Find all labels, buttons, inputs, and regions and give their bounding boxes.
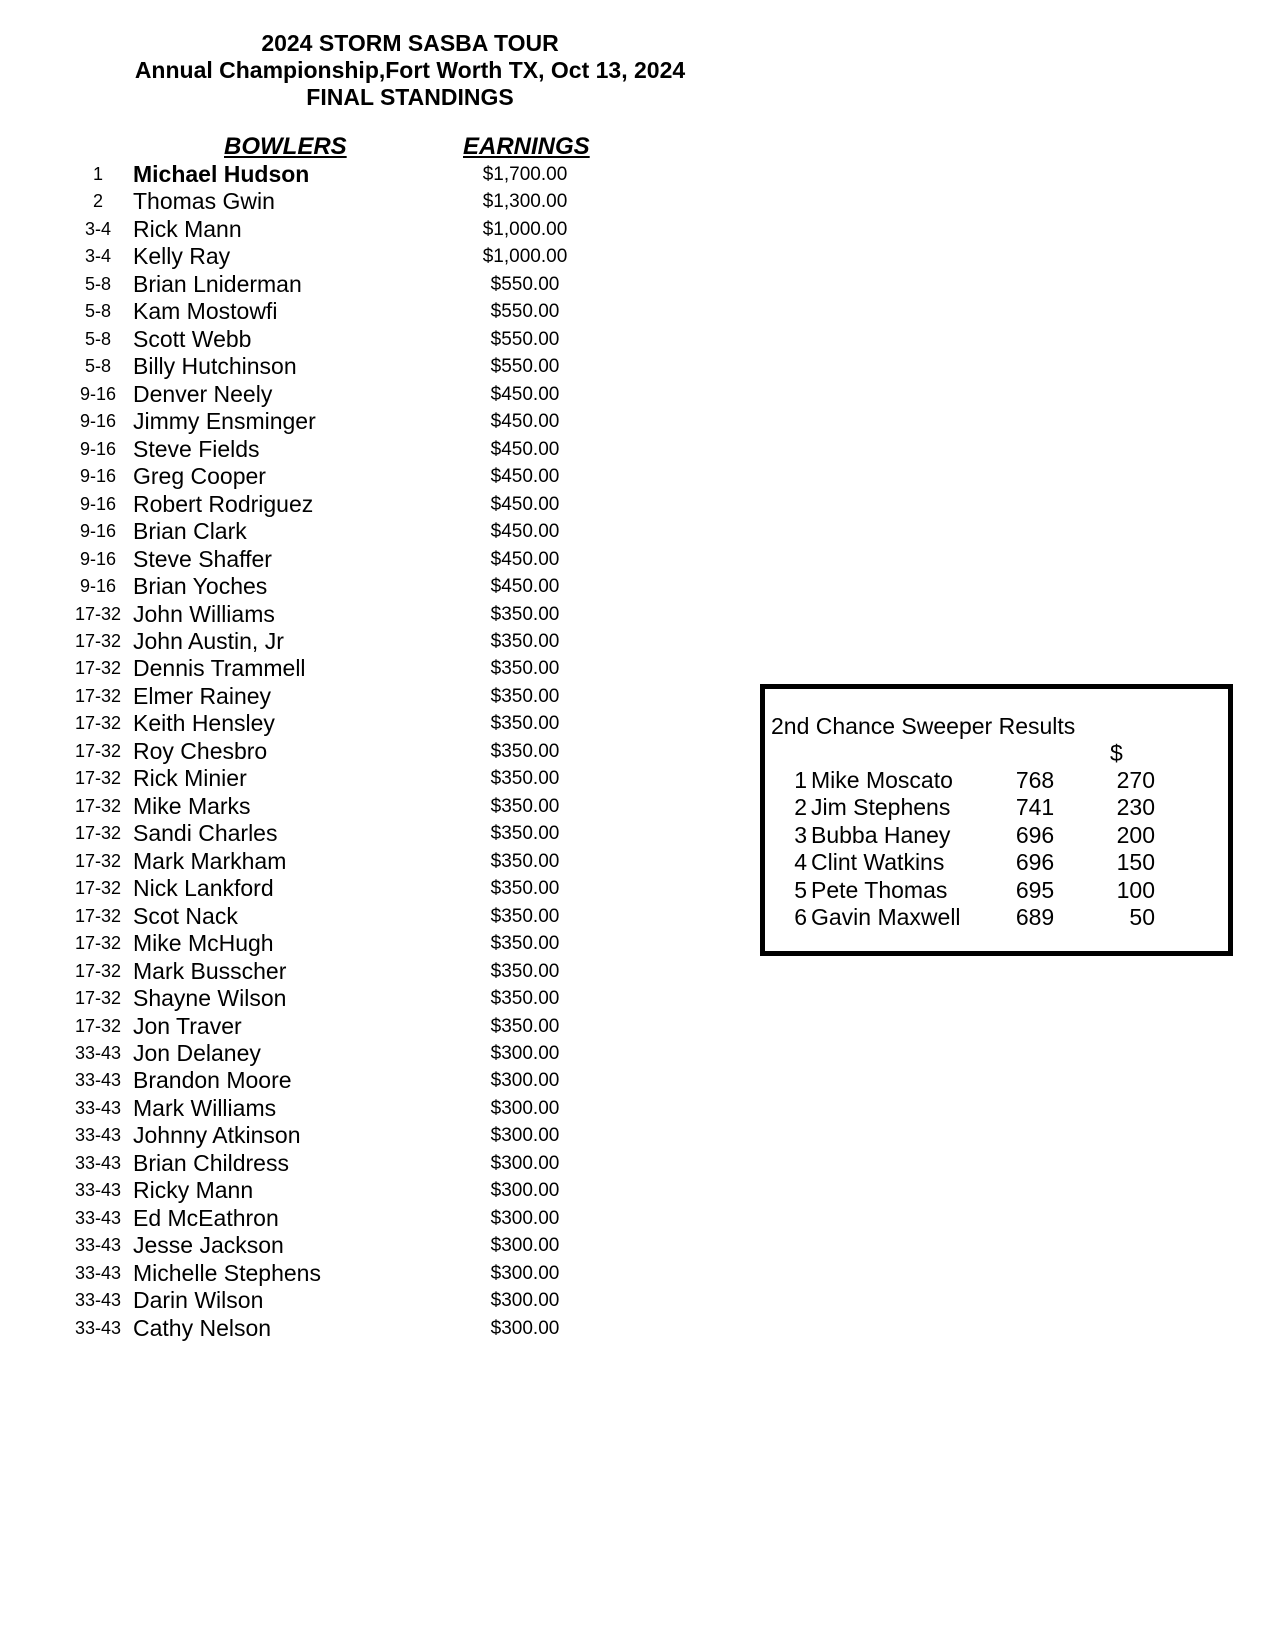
earnings-cell: $350.00 — [490, 905, 560, 927]
standings-title: FINAL STANDINGS — [306, 84, 514, 110]
earnings-cell: $350.00 — [490, 658, 560, 680]
bowler-name-cell: Kelly Ray — [133, 243, 231, 270]
standings-row — [60, 1287, 620, 1314]
sweeper-prize-cell: 100 — [1116, 876, 1155, 903]
bowler-name-cell: Ed McEathron — [133, 1204, 279, 1231]
earnings-cell: $350.00 — [490, 740, 560, 762]
bowler-name-cell: Denver Neely — [133, 380, 273, 407]
sweeper-name-cell: Clint Watkins — [811, 849, 945, 876]
standings-row — [60, 601, 620, 628]
earnings-cell: $300.00 — [490, 1043, 560, 1064]
standings-row — [60, 408, 620, 435]
place-cell: 17-32 — [74, 823, 122, 844]
place-cell: 17-32 — [74, 878, 122, 899]
earnings-cell: $350.00 — [490, 850, 560, 872]
earnings-cell: $300.00 — [490, 1125, 560, 1147]
earnings-cell: $450.00 — [490, 521, 560, 543]
place-cell: 17-32 — [74, 850, 122, 871]
bowler-name-cell: Jon Traver — [133, 1012, 242, 1039]
sweeper-prize-header: $ — [1110, 740, 1123, 766]
place-cell: 17-32 — [74, 740, 122, 761]
bowler-name-cell: Michael Hudson — [133, 161, 310, 187]
bowler-name-cell: Mike Marks — [133, 792, 251, 819]
standings-row — [60, 1040, 620, 1067]
standings-row — [60, 710, 620, 737]
standings-row — [60, 326, 620, 353]
bowler-name-cell: Johnny Atkinson — [133, 1122, 301, 1149]
place-cell: 33-43 — [74, 1207, 122, 1228]
earnings-cell: $300.00 — [490, 1290, 560, 1312]
place-cell: 17-32 — [74, 768, 122, 789]
bowler-name-cell: Mark Busscher — [133, 957, 287, 984]
standings-row — [60, 1013, 620, 1040]
sweeper-results-list — [765, 767, 1228, 931]
earnings-cell: $350.00 — [490, 768, 560, 790]
sweeper-title: 2nd Chance Sweeper Results — [771, 713, 1076, 739]
sweeper-score-cell: 689 — [1015, 903, 1055, 930]
earnings-cell: $300.00 — [490, 1235, 560, 1257]
bowler-name-cell: Brian Clark — [133, 518, 247, 545]
bowler-name-cell: Robert Rodriguez — [133, 490, 314, 517]
place-cell: 33-43 — [74, 1235, 122, 1256]
earnings-cell: $450.00 — [490, 411, 560, 433]
earnings-cell: $350.00 — [490, 878, 560, 900]
standings-row — [60, 1205, 620, 1232]
bowler-name-cell: Darin Wilson — [133, 1287, 264, 1314]
standings-row — [60, 463, 620, 490]
place-cell: 9-16 — [79, 521, 117, 542]
place-cell: 17-32 — [74, 905, 122, 926]
standings-row — [60, 765, 620, 792]
place-cell: 17-32 — [74, 658, 122, 679]
sweeper-name-cell: Pete Thomas — [811, 876, 948, 903]
earnings-cell: $350.00 — [490, 823, 560, 845]
place-cell: 33-43 — [74, 1043, 122, 1063]
standings-row — [60, 655, 620, 682]
sweeper-score-cell: 696 — [1015, 849, 1055, 876]
place-cell: 9-16 — [79, 493, 117, 514]
bowler-name-cell: Mike McHugh — [133, 930, 274, 957]
bowler-name-cell: Jesse Jackson — [133, 1232, 284, 1259]
bowler-name-cell: Billy Hutchinson — [133, 353, 297, 380]
sweeper-score-cell: 768 — [1015, 767, 1055, 793]
sweeper-rank-cell: 6 — [794, 903, 807, 930]
earnings-cell: $1,000.00 — [482, 246, 568, 268]
sweeper-results-box — [760, 684, 1233, 956]
standings-row — [60, 216, 620, 243]
sweeper-name-cell: Bubba Haney — [811, 821, 951, 848]
bowler-name-cell: Ricky Mann — [133, 1177, 254, 1204]
earnings-cell: $300.00 — [490, 1317, 560, 1339]
earnings-cell: $350.00 — [490, 685, 560, 707]
event-title: Annual Championship,Fort Worth TX, Oct 13, 2024 — [134, 57, 686, 83]
standings-row — [60, 848, 620, 875]
bowler-name-cell: Scot Nack — [133, 902, 238, 929]
standings-row — [60, 188, 620, 215]
place-cell: 17-32 — [74, 713, 122, 734]
place-cell: 9-16 — [79, 548, 117, 569]
bowler-name-cell: Shayne Wilson — [133, 985, 287, 1012]
place-cell: 9-16 — [79, 576, 117, 597]
earnings-cell: $350.00 — [490, 988, 560, 1010]
sweeper-name-cell: Mike Moscato — [811, 767, 953, 793]
sweeper-score-cell: 695 — [1015, 876, 1055, 903]
standings-row — [60, 1095, 620, 1122]
bowler-name-cell: Brian Yoches — [133, 573, 268, 600]
bowler-name-cell: Michelle Stephens — [133, 1259, 321, 1286]
standings-row — [60, 1315, 620, 1342]
place-cell: 5-8 — [84, 328, 111, 349]
place-cell: 3-4 — [84, 246, 111, 267]
bowler-name-cell: John Williams — [133, 600, 275, 627]
bowler-name-cell: Mark Markham — [133, 847, 287, 874]
standings-row — [60, 381, 620, 408]
bowler-name-cell: Nick Lankford — [133, 875, 274, 902]
earnings-cell: $300.00 — [490, 1262, 560, 1284]
bowler-name-cell: Sandi Charles — [133, 820, 278, 847]
earnings-column-header: EARNINGS — [463, 133, 590, 160]
earnings-cell: $350.00 — [490, 603, 560, 625]
bowler-name-cell: Keith Hensley — [133, 710, 275, 737]
standings-row — [60, 546, 620, 573]
bowler-name-cell: Brian Lniderman — [133, 270, 302, 297]
bowler-name-cell: Jon Delaney — [133, 1040, 261, 1066]
sweeper-prize-cell: 200 — [1116, 821, 1155, 848]
earnings-cell: $450.00 — [490, 576, 560, 598]
bowler-name-cell: Dennis Trammell — [133, 655, 306, 682]
place-cell: 33-43 — [74, 1180, 122, 1201]
earnings-cell: $1,300.00 — [482, 191, 568, 213]
place-cell: 17-32 — [74, 685, 122, 706]
sweeper-row — [765, 822, 1228, 849]
standings-row — [60, 903, 620, 930]
place-cell: 5-8 — [84, 301, 111, 322]
place-cell: 33-43 — [74, 1097, 122, 1118]
bowler-name-cell: Greg Cooper — [133, 463, 266, 490]
standings-row — [60, 436, 620, 463]
place-cell: 9-16 — [79, 383, 117, 404]
bowler-name-cell: John Austin, Jr — [133, 627, 284, 654]
place-cell: 33-43 — [74, 1317, 122, 1338]
earnings-cell: $300.00 — [490, 1207, 560, 1229]
standings-row — [60, 573, 620, 600]
place-cell: 5-8 — [84, 356, 111, 377]
sweeper-prize-cell: 230 — [1116, 794, 1155, 821]
place-cell: 5-8 — [84, 273, 111, 294]
bowler-name-cell: Rick Minier — [133, 765, 247, 792]
bowler-name-cell: Elmer Rainey — [133, 682, 272, 709]
earnings-cell: $350.00 — [490, 1015, 560, 1037]
bowler-name-cell: Thomas Gwin — [133, 188, 275, 215]
sweeper-prize-cell: 50 — [1129, 903, 1155, 930]
sweeper-prize-cell: 270 — [1116, 767, 1155, 793]
earnings-cell: $350.00 — [490, 960, 560, 982]
place-cell: 17-32 — [74, 795, 122, 816]
bowler-name-cell: Jimmy Ensminger — [133, 408, 316, 435]
place-cell: 9-16 — [79, 466, 117, 487]
standings-row — [60, 738, 620, 765]
earnings-cell: $550.00 — [490, 356, 560, 378]
sweeper-name-cell: Jim Stephens — [811, 794, 951, 821]
sweeper-row — [765, 767, 1228, 794]
standings-row — [60, 1067, 620, 1094]
standings-row — [60, 683, 620, 710]
sweeper-row — [765, 794, 1228, 821]
standings-row — [60, 518, 620, 545]
bowler-name-cell: Steve Shaffer — [133, 545, 272, 572]
sweeper-rank-cell: 3 — [794, 821, 807, 848]
standings-list — [60, 161, 620, 1342]
earnings-cell: $300.00 — [490, 1097, 560, 1119]
bowler-name-cell: Mark Williams — [133, 1094, 277, 1121]
bowler-name-cell: Rick Mann — [133, 215, 242, 242]
sweeper-score-cell: 741 — [1015, 794, 1055, 821]
place-cell: 9-16 — [79, 438, 117, 459]
bowler-name-cell: Brian Childress — [133, 1149, 289, 1176]
sweeper-score-cell: 696 — [1015, 821, 1055, 848]
place-cell: 17-32 — [74, 960, 122, 981]
standings-row — [60, 161, 620, 188]
earnings-cell: $1,700.00 — [482, 164, 568, 185]
bowler-name-cell: Scott Webb — [133, 325, 252, 352]
earnings-cell: $450.00 — [490, 548, 560, 570]
earnings-cell: $450.00 — [490, 383, 560, 405]
sweeper-rank-cell: 1 — [794, 767, 807, 793]
earnings-cell: $350.00 — [490, 933, 560, 955]
bowler-name-cell: Brandon Moore — [133, 1067, 292, 1094]
bowler-name-cell: Kam Mostowfi — [133, 298, 278, 325]
place-cell: 17-32 — [74, 1015, 122, 1036]
bowler-name-cell: Cathy Nelson — [133, 1314, 272, 1341]
place-cell: 33-43 — [74, 1262, 122, 1283]
standings-row — [60, 491, 620, 518]
sweeper-row — [765, 877, 1228, 904]
earnings-cell: $300.00 — [490, 1152, 560, 1174]
standings-row — [60, 1232, 620, 1259]
place-cell: 17-32 — [74, 933, 122, 954]
earnings-cell: $550.00 — [490, 328, 560, 350]
earnings-cell: $350.00 — [490, 713, 560, 735]
standings-row — [60, 930, 620, 957]
earnings-cell: $300.00 — [490, 1180, 560, 1202]
place-cell: 3-4 — [84, 218, 111, 239]
standings-row — [60, 271, 620, 298]
sweeper-rank-cell: 2 — [794, 794, 807, 821]
place-cell: 33-43 — [74, 1290, 122, 1311]
standings-row — [60, 1150, 620, 1177]
place-cell: 1 — [92, 164, 103, 184]
standings-row — [60, 353, 620, 380]
place-cell: 17-32 — [74, 988, 122, 1009]
standings-row — [60, 1260, 620, 1287]
earnings-cell: $450.00 — [490, 438, 560, 460]
bowler-name-cell: Roy Chesbro — [133, 737, 268, 764]
tour-title: 2024 STORM SASBA TOUR — [261, 30, 559, 56]
standings-row — [60, 793, 620, 820]
document-title — [110, 30, 710, 111]
sweeper-prize-cell: 150 — [1116, 849, 1155, 876]
standings-row — [60, 875, 620, 902]
standings-row — [60, 298, 620, 325]
earnings-cell: $550.00 — [490, 273, 560, 295]
sweeper-rank-cell: 5 — [794, 876, 807, 903]
place-cell: 33-43 — [74, 1070, 122, 1091]
place-cell: 33-43 — [74, 1152, 122, 1173]
earnings-cell: $350.00 — [490, 630, 560, 652]
sweeper-name-cell: Gavin Maxwell — [811, 903, 961, 930]
standings-row — [60, 820, 620, 847]
standings-row — [60, 1122, 620, 1149]
place-cell: 9-16 — [79, 411, 117, 432]
sweeper-rank-cell: 4 — [794, 849, 807, 876]
sweeper-row — [765, 849, 1228, 876]
standings-row — [60, 958, 620, 985]
place-cell: 17-32 — [74, 630, 122, 651]
standings-row — [60, 985, 620, 1012]
earnings-cell: $350.00 — [490, 795, 560, 817]
place-cell: 2 — [92, 191, 103, 212]
earnings-cell: $300.00 — [490, 1070, 560, 1092]
standings-row — [60, 628, 620, 655]
earnings-cell: $550.00 — [490, 301, 560, 323]
earnings-cell: $450.00 — [490, 466, 560, 488]
place-cell: 33-43 — [74, 1125, 122, 1146]
place-cell: 17-32 — [74, 603, 122, 624]
sweeper-row — [765, 904, 1228, 931]
earnings-cell: $450.00 — [490, 493, 560, 515]
standings-row — [60, 243, 620, 270]
bowlers-column-header: BOWLERS — [224, 133, 347, 160]
standings-row — [60, 1177, 620, 1204]
earnings-cell: $1,000.00 — [482, 218, 568, 240]
bowler-name-cell: Steve Fields — [133, 435, 260, 462]
